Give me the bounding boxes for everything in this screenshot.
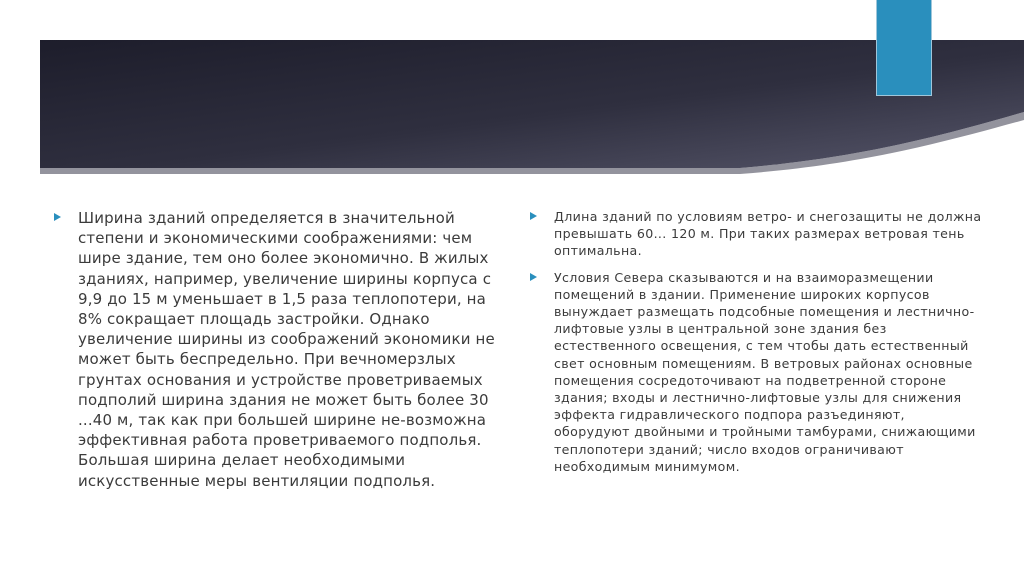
accent-bar <box>876 0 932 96</box>
triangle-bullet-icon <box>530 212 537 220</box>
triangle-bullet-icon <box>530 273 537 281</box>
right-bullet-paragraph-1 <box>528 208 983 260</box>
right-bullet-paragraph-2 <box>528 269 983 475</box>
right-bullet-text-2: Условия Севера сказываются и на взаиморазмещении помещений в здании. Применение широких корпусов вынуждает размещать подсобные помещения и лестнично-лифтовые узлы в центральной зоне здания без естественного освещения, с тем чтобы дать естественный свет основным помещениям. В ветровых районах основные помещения сосредоточивают на подветренной стороне здания; входы и лестнично-лифтовые узлы для снижения эффекта гидравлического подпора разъединяют, оборудуют двойными и тройными тамбурами, снижающими теплопотери зданий; число входов ограничивают необходимым минимумом. <box>554 269 976 474</box>
left-bullet-text: Ширина зданий определяется в значительной степени и экономическими соображениями: чем шире здание, тем оно более экономично. В жилых зданиях, например, увеличение ширины корпуса с 9,9 до 15 м уменьшает в 1,5 раза теплопотери, на 8% сокращает площадь застройки. Однако увеличение ширины из соображений экономики не может быть беспредельно. При вечномерзлых грунтах основания и устройстве проветриваемых подполий ширина здания не может быть более 30 ...40 м, так как при большей ширине не-возможна эффективная работа проветриваемого подполья. Большая ширина делает необходимыми искусственные меры вентиляции подполья. <box>78 209 495 490</box>
triangle-bullet-icon <box>54 213 61 221</box>
right-column <box>528 208 983 475</box>
right-bullet-text-1: Длина зданий по условиям ветро- и снегозащиты не должна превышать 60... 120 м. При таких размерах ветровая тень оптимальна. <box>554 209 982 259</box>
left-bullet-paragraph <box>52 208 500 491</box>
left-column <box>52 208 500 491</box>
